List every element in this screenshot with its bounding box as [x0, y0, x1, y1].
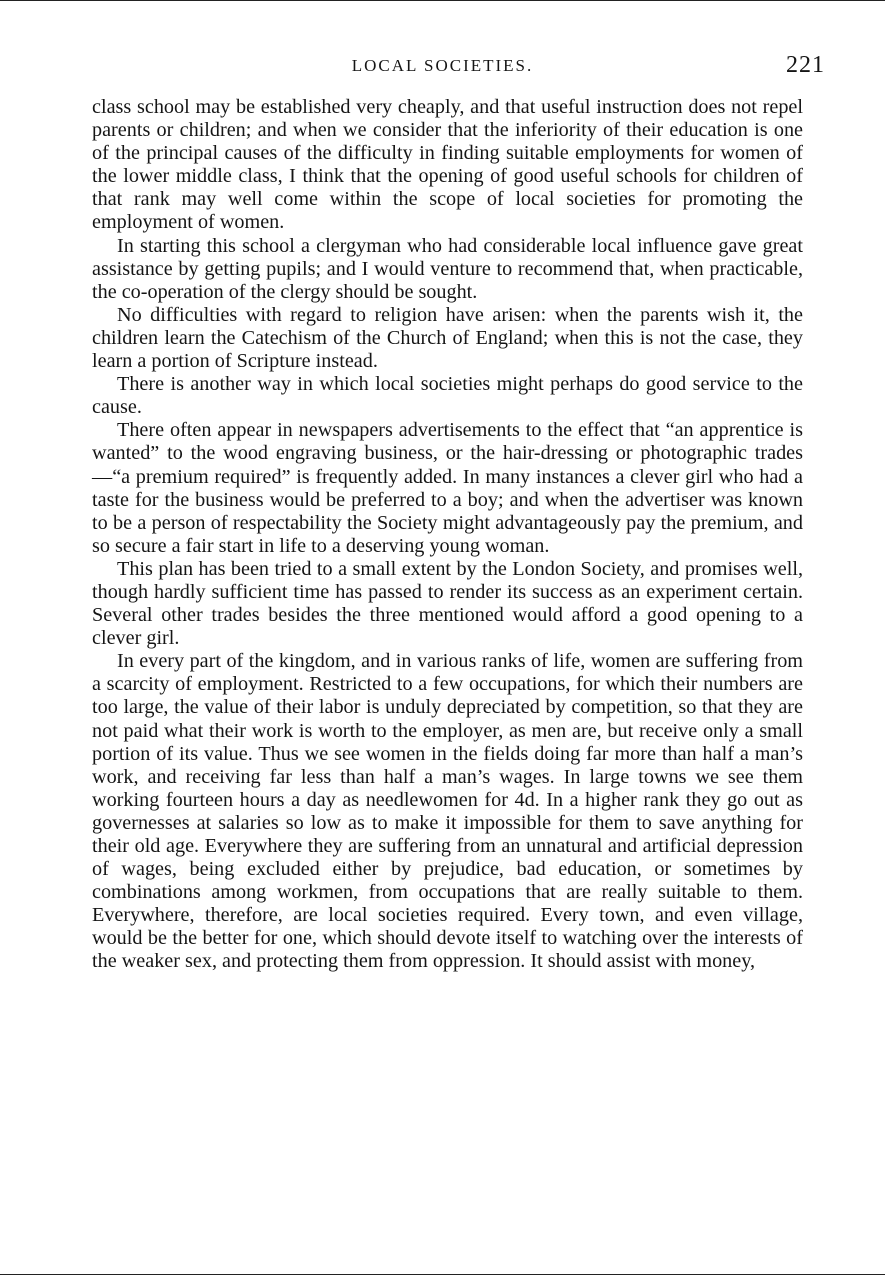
paragraph: There often appear in newspapers advertisements to the effect that “an apprentice is wanted” to the wood engraving business, or the hair-dressing or photographic trades—“a premium required” is frequently added. In many instances a clever girl who had a taste for the business would be preferred to a boy; and when the advertiser was known to be a person of respectability the Society might advantageously pay the premium, and so secure a fair start in life to a deserving young woman. — [92, 419, 803, 557]
paragraph: In starting this school a clergyman who had considerable local influence gave great assistance by getting pupils; and I would venture to recommend that, when practicable, the co-operation of the clergy should be sought. — [92, 234, 803, 303]
paragraph: No difficulties with regard to religion have arisen: when the parents wish it, the children learn the Catechism of the Church of England; when this is not the case, they learn a portion of Scripture instead. — [92, 303, 803, 373]
paragraph: There is another way in which local societies might perhaps do good service to the cause. — [92, 373, 803, 419]
running-title: LOCAL SOCIETIES. — [351, 56, 534, 75]
paragraph-continued: class school may be established very cheaply, and that useful instruction does not repel parents or children; and when we consider that the inferiority of their education is one of the principal causes of the difficulty in finding suitable employments for women of the lower middle class, I think that the opening of good useful schools for children of that rank may well come within the scope of local societies for promoting the employment of women. — [92, 96, 803, 234]
bottom-border-rule — [0, 1274, 885, 1275]
page-text-body — [92, 96, 803, 974]
paragraph: In every part of the kingdom, and in various ranks of life, women are suffering from a scarcity of employment. Restricted to a few occupations, for which their numbers are too large, the value of their labor is unduly depreciated by competition, so that they are not paid what their work is worth to the employer, as men are, but receive only a small portion of its value. Thus we see women in the fields doing far more than half a man’s work, and receiving far less than half a man’s wages. In large towns we see them working fourteen hours a day as needlewomen for 4d. In a higher rank they go out as governesses at salaries so low as to make it impossible for them to save anything for their old age. Everywhere they are suffering from an unnatural and artificial depression of wages, being excluded either by prejudice, bad education, or sometimes by combinations among workmen, from occupations that are really suitable to them. Everywhere, therefore, are local societies required. Every town, and even village, would be the better for one, which should devote itself to watching over the interests of the weaker sex, and protecting them from oppression. It should assist with money, — [92, 650, 803, 973]
running-head — [0, 52, 885, 84]
page-number: 221 — [786, 52, 825, 78]
paragraph: This plan has been tried to a small extent by the London Society, and promises well, though hardly sufficient time has passed to render its success as an experiment certain. Several other trades besides the three mentioned would afford a good opening to a clever girl. — [92, 557, 803, 650]
top-border-rule — [0, 0, 885, 1]
